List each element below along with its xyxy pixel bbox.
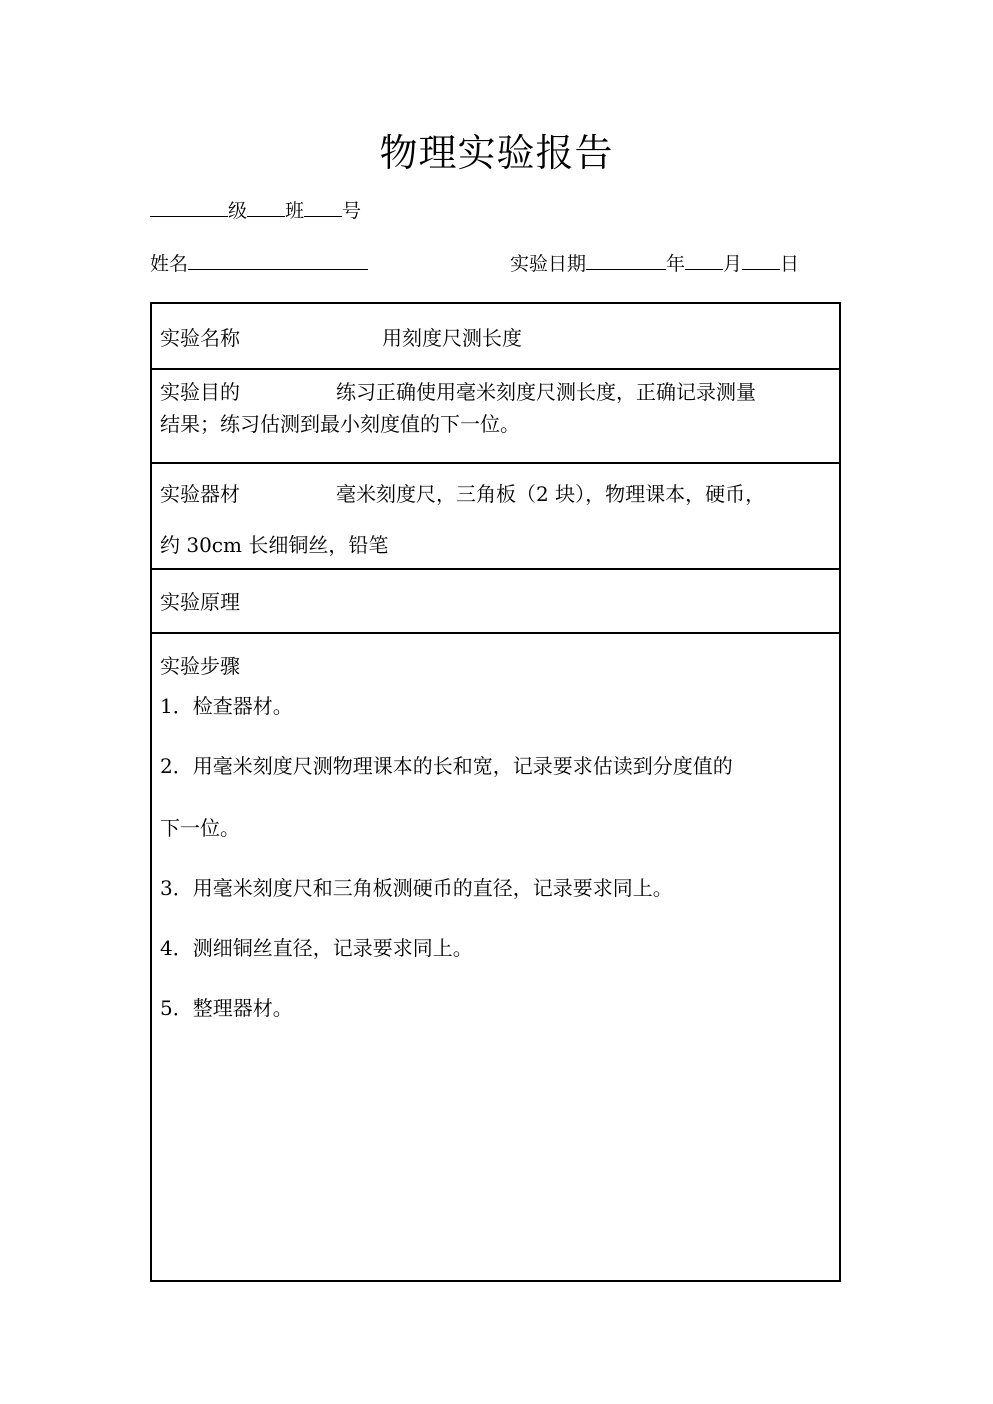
- name-line: [150, 251, 368, 276]
- year-label: 年: [666, 253, 686, 275]
- report-title: 物理实验报告: [379, 131, 614, 175]
- step-item: 下一位。: [160, 816, 240, 840]
- steps-label: 实验步骤: [160, 654, 240, 678]
- equipment-row: [152, 464, 839, 570]
- class-info-line: [150, 198, 361, 223]
- step-item: 4．测细铜丝直径，记录要求同上。: [160, 936, 473, 960]
- number-label: 号: [342, 200, 362, 222]
- step-item: 5．整理器材。: [160, 996, 293, 1020]
- name-blank[interactable]: [188, 251, 368, 270]
- purpose-row: [152, 370, 839, 464]
- experiment-name-label: 实验名称: [160, 326, 240, 350]
- grade-blank[interactable]: [150, 198, 228, 217]
- step-item: 3．用毫米刻度尺和三角板测硬币的直径，记录要求同上。: [160, 876, 673, 900]
- principle-label: 实验原理: [160, 590, 240, 614]
- equipment-line-1: 毫米刻度尺，三角板（2 块），物理课本，硬币，: [336, 482, 766, 506]
- principle-row: [152, 570, 839, 634]
- step-item: 2．用毫米刻度尺测物理课本的长和宽，记录要求估读到分度值的: [160, 754, 733, 778]
- class-blank[interactable]: [247, 198, 285, 217]
- day-blank[interactable]: [742, 251, 780, 270]
- date-label: 实验日期: [510, 253, 587, 275]
- steps-row: [152, 634, 839, 1280]
- grade-label: 级: [228, 200, 248, 222]
- purpose-line-1: 练习正确使用毫米刻度尺测长度，正确记录测量: [336, 380, 756, 404]
- month-label: 月: [723, 253, 743, 275]
- day-label: 日: [780, 253, 800, 275]
- equipment-label: 实验器材: [160, 482, 240, 506]
- equipment-line-2: 约 30cm 长细铜丝，铅笔: [160, 533, 389, 557]
- class-label: 班: [285, 200, 305, 222]
- report-table: [150, 302, 841, 1282]
- purpose-label: 实验目的: [160, 380, 240, 404]
- experiment-name-value: 用刻度尺测长度: [382, 326, 522, 350]
- step-item: 1．检查器材。: [160, 694, 293, 718]
- purpose-line-2: 结果；练习估测到最小刻度值的下一位。: [160, 412, 520, 436]
- number-blank[interactable]: [304, 198, 342, 217]
- experiment-name-row: [152, 304, 839, 370]
- month-blank[interactable]: [685, 251, 723, 270]
- year-blank[interactable]: [586, 251, 666, 270]
- name-label: 姓名: [150, 253, 189, 275]
- date-line: [510, 251, 799, 276]
